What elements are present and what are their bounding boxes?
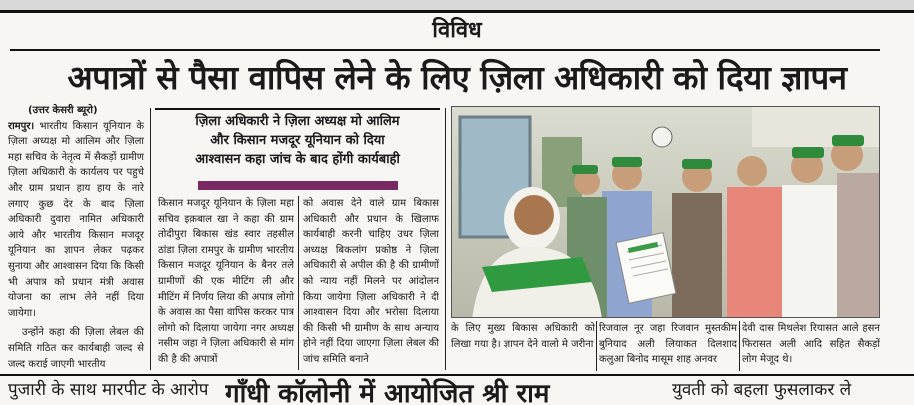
column-divider: [596, 321, 597, 371]
dateline: रामपुर।: [8, 120, 35, 132]
article-column-1: [8, 103, 144, 368]
article-column-2: किसान मजदूर यूनियान के ज़िला महा सचिव इक़बाल खा ने कहा की ग्राम तोदीपुरा बिकास खंड स्वार तहसील ठांडा ज़िला रामपुर के ग्रामीण भारतीय किसान मजदूर यूनियान के बैनर तले ग्रामीणों की एक मीटिंग ली और मीटिंग में निर्णय लिया की अपात्र लोगो के अवास का पैसा वापिस करकर पात्र लोगो को दिलाया जायेगा नगर अध्यक्ष नसीम जहा ने ज़िला अधिकारी से मांग की है की अपात्रों: [158, 198, 294, 365]
article-column-5: रिजवाल नूर जहा रिजवान मुस्तकीम बुनियाद अली लियाकत दिलशाद कलुआ बिनोद मासूम शाह अनवर: [599, 323, 737, 366]
article-column-4: के लिए मुख्य बिकास अधिकारी को लिखा गया है। ज्ञापन देने वालो मे जरीना: [451, 323, 595, 350]
column-divider: [739, 321, 740, 371]
top-strip: [0, 0, 914, 10]
bottom-rule: [0, 374, 914, 376]
article-column-6: देवी दास मिथलेश रियासत आले हसन फिरासत अली आदि सहित सैकड़ों लोग मेजूद थे।: [742, 323, 880, 366]
column-1-text: रामपुर। भारतीय किसान यूनियान के ज़िला अध्यक्ष मो आलिम और ज़िला महा सचिव के नेतृत्व में सैकड़ों ग्रामीण ज़िला अधिकारी के कार्यलय पर पहुचे और ग्राम प्रधान हाय हाय के नारे लगाए कुछ देर के बाद ज़िला अधिकारी दुवारा नामित अधिकारी आये और भारतीय किसान मजदूर यूनियान का ज्ञापन लेकर पढ़कर सुनाया और आश्वासन दिया कि किसी भी अपात्र को प्रधान मंत्री अवास योजना का लाभ लेने नहीं दिया जायेगा।: [8, 120, 144, 319]
section-rule: [10, 49, 880, 51]
article-column-3: को अवास देने वाले ग्राम बिकास अधिकारी और प्रधान के खिलाफ कार्यबाही करनी चाहिए उधर ज़िला अध्यक्ष बिकलांग प्रकोष्ठ ने ज़िला अधिकारी से अपील की है की ग्रामीणों को न्याय नहीं मिलने पर आंदोलन किया जायेगा ज़िला अधिकारी ने दी आश्वासन दिया और भरोसा दिलाया की किसी भी ग्रामीण के साथ अन्याय होने नहीं दिया जाएगा ज़िला लेबल की जांच समिति बनाने: [303, 198, 439, 365]
section-title: विविध: [432, 18, 482, 43]
column-1-para2: उन्होंने कहा की ज़िला लेबल की समिति गठित कर कार्यबाही जल्द से जल्द कराई जाएगी भारतीय: [8, 327, 144, 368]
column-divider: [445, 108, 446, 370]
photo-illustration: [452, 107, 880, 318]
column-divider: [298, 196, 299, 370]
news-photo: [451, 106, 880, 318]
headline: अपात्रों से पैसा वापिस लेने के लिए ज़िला अधिकारी को दिया ज्ञापन: [67, 58, 847, 97]
column-divider: [150, 108, 151, 370]
subhead-accent-bar: [198, 181, 398, 190]
top-rule: [0, 10, 914, 13]
bottom-headline-center: गाँधी कॉलोनी में आयोजित श्री राम: [225, 379, 550, 405]
bottom-headline-left: पुजारी के साथ मारपीट के आरोप: [8, 380, 209, 400]
byline: (उत्तर केसरी ब्यूरो): [28, 105, 98, 116]
subheadline: ज़िला अधिकारी ने ज़िला अध्यक्ष मो आलिम और किसान मजदूर यूनियान को दिया आश्वासन कहा जांच के बाद होंगी कार्यबाही: [155, 108, 440, 180]
bottom-headline-right: युवती को बहला फुसलाकर ले: [672, 380, 852, 400]
